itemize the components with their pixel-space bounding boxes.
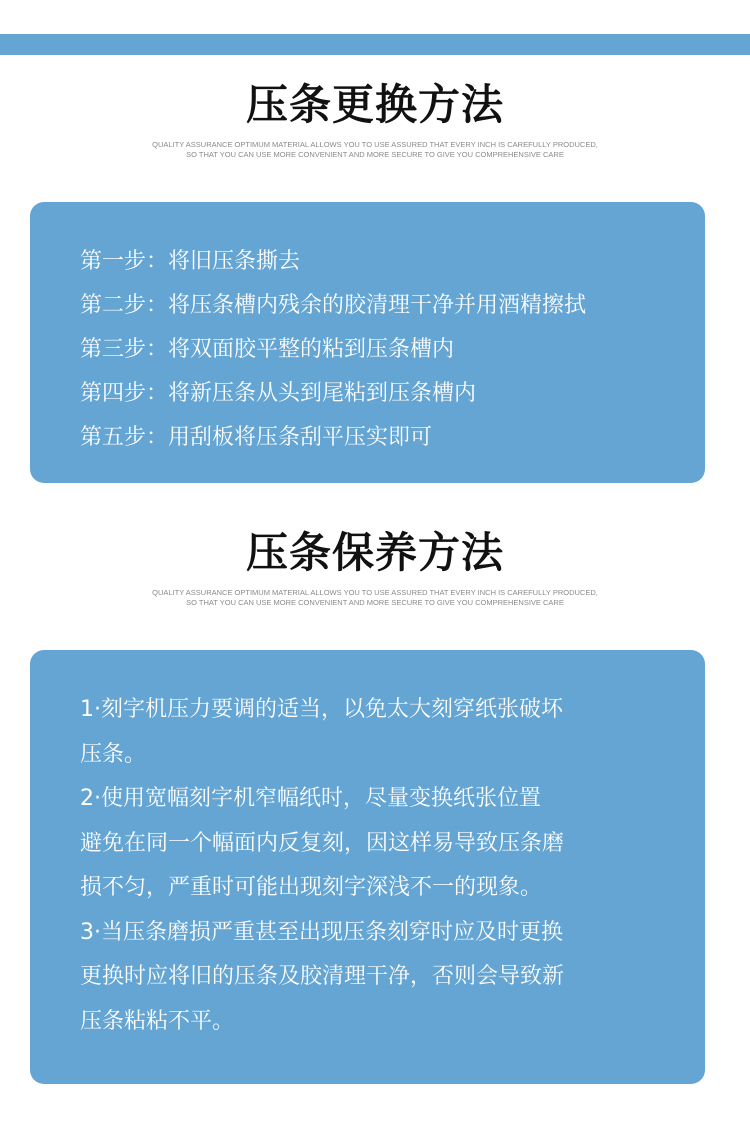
section-title-replace: 压条更换方法 (245, 80, 504, 129)
subtitle-line: QUALITY ASSURANCE OPTIMUM MATERIAL ALLOWS YOU TO USE ASSURED THAT EVERY INCH IS CAREFULLY PRODUCED, (152, 588, 598, 597)
step-item: 第二步：将压条槽内残余的胶清理干净并用酒精擦拭 (80, 293, 587, 318)
step-item: 第五步：用刮板将压条刮平压实即可 (80, 425, 433, 450)
tip-line: 更换时应将旧的压条及胶清理干净，否则会导致新 (80, 964, 565, 989)
step-item: 第三步：将双面胶平整的粘到压条槽内 (80, 337, 455, 362)
section-title-maintain: 压条保养方法 (245, 528, 504, 577)
tip-line: 避免在同一个幅面内反复刻，因这样易导致压条磨 (80, 830, 565, 856)
tip-line: 2·使用宽幅刻字机窄幅纸时，尽量变换纸张位置 (80, 786, 541, 811)
tip-line: 压条粘粘不平。 (80, 1008, 235, 1034)
steps-list (80, 240, 586, 460)
step-item: 第一步：将旧压条撕去 (80, 249, 301, 274)
maintenance-tips-card (30, 650, 705, 1084)
tips-text (80, 688, 660, 1044)
subtitle-line: QUALITY ASSURANCE OPTIMUM MATERIAL ALLOWS YOU TO USE ASSURED THAT EVERY INCH IS CAREFULLY PRODUCED, (152, 140, 598, 149)
section-subtitle-replace (0, 140, 750, 160)
tip-line: 1·刻字机压力要调的适当，以免太大刻穿纸张破坏 (80, 697, 563, 722)
step-item: 第四步：将新压条从头到尾粘到压条槽内 (80, 381, 477, 406)
subtitle-line: SO THAT YOU CAN USE MORE CONVENIENT AND MORE SECURE TO GIVE YOU COMPREHENSIVE CARE (186, 150, 564, 159)
subtitle-line: SO THAT YOU CAN USE MORE CONVENIENT AND MORE SECURE TO GIVE YOU COMPREHENSIVE CARE (186, 598, 564, 607)
tip-line: 压条。 (80, 741, 147, 767)
tip-line: 3·当压条磨损严重甚至出现压条刻穿时应及时更换 (80, 919, 563, 945)
section-subtitle-maintain (0, 588, 750, 608)
top-accent-bar (0, 34, 750, 55)
replace-steps-card (30, 202, 705, 483)
tip-line: 损不匀，严重时可能出现刻字深浅不一的现象。 (80, 875, 543, 900)
